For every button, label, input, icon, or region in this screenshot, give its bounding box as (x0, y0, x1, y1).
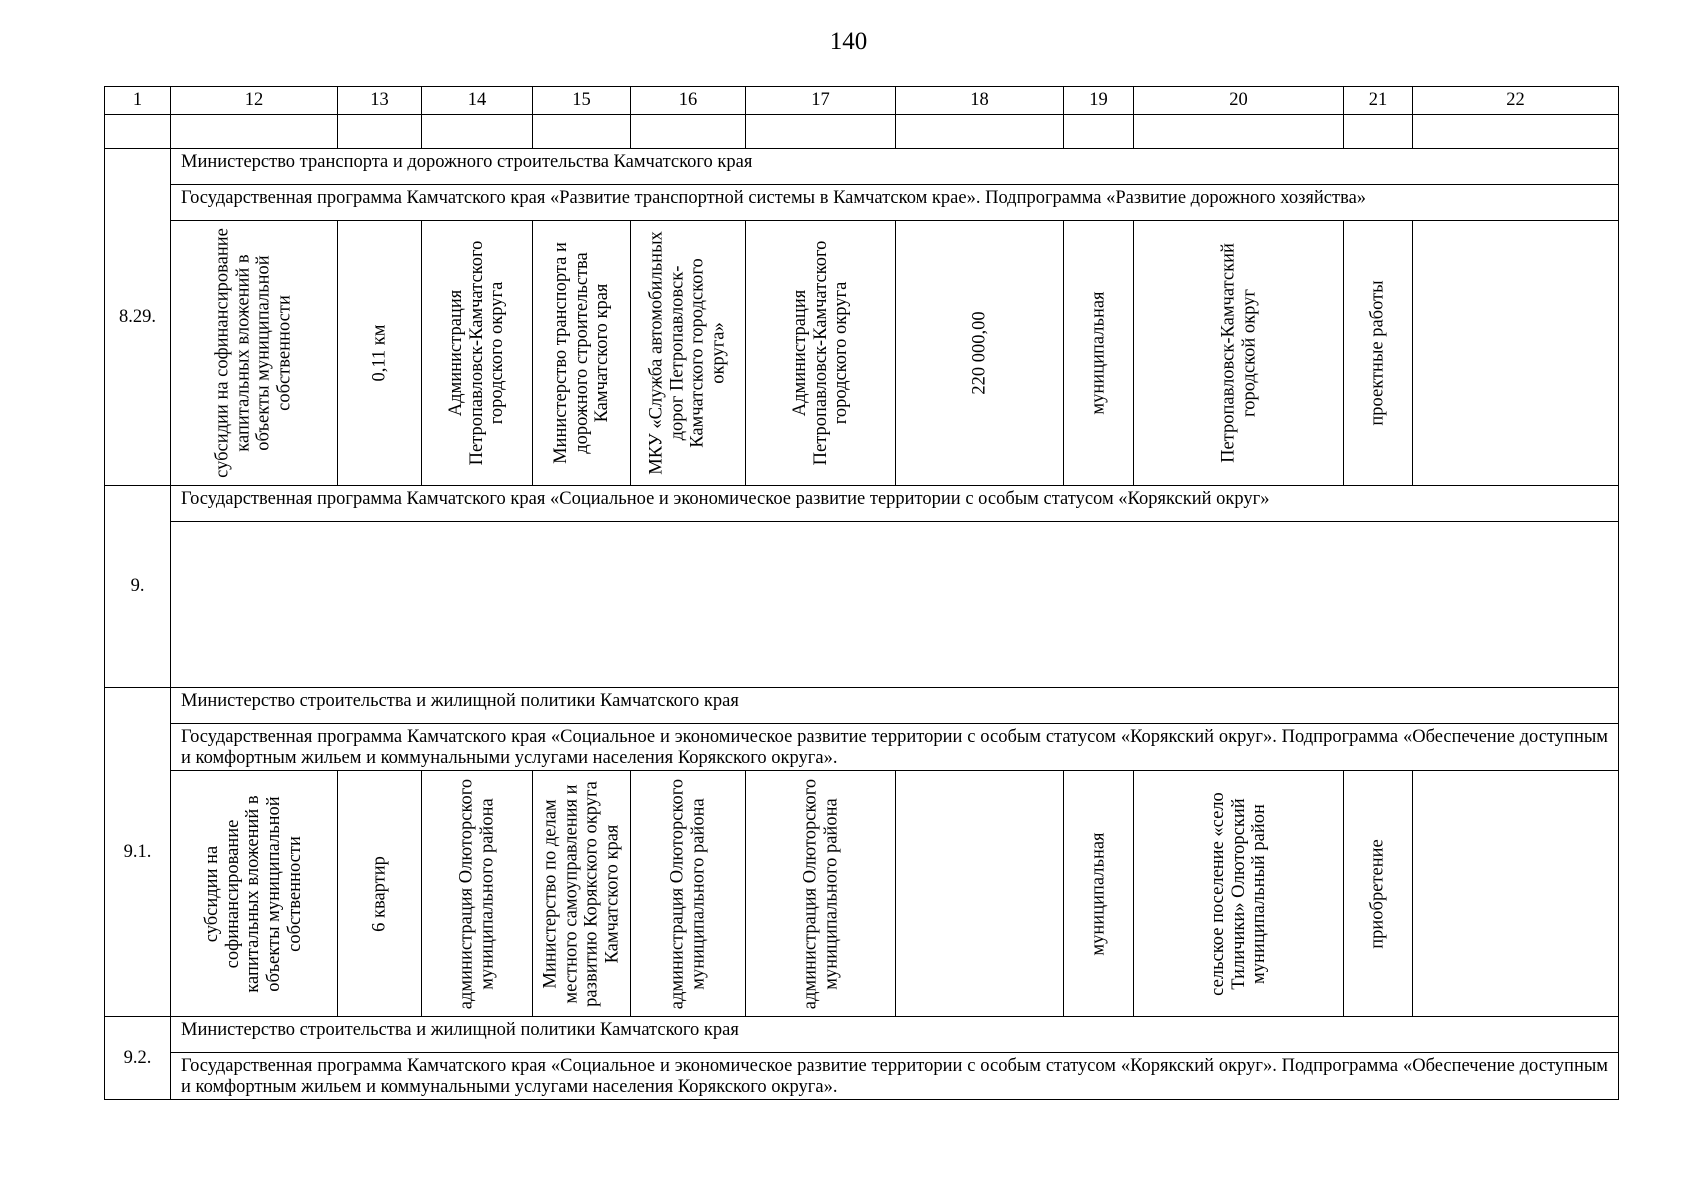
table-cell: Министерство по делам местного самоуправления и развитию Корякского округа Камчатского края (533, 771, 631, 1017)
table-cell: 0,11 км (338, 221, 422, 486)
table-row (105, 724, 1619, 771)
column-header: 17 (746, 87, 896, 115)
column-header: 1 (105, 87, 171, 115)
table-row (105, 149, 1619, 185)
row-number: 9.1. (105, 688, 171, 1017)
column-header: 19 (1064, 87, 1134, 115)
table-row (105, 221, 1619, 486)
row-number: 9. (105, 486, 171, 688)
table-row (105, 486, 1619, 522)
ministry-name: Министерство транспорта и дорожного строительства Камчатского края (171, 149, 1619, 185)
table-cell: МКУ «Служба автомобильных дорог Петропавловск-Камчатского городского округа» (631, 221, 746, 486)
column-header: 12 (171, 87, 338, 115)
table-cell: администрация Олюторского муниципального района (422, 771, 533, 1017)
table-cell: 220 000,00 (896, 221, 1064, 486)
ministry-name: Министерство строительства и жилищной политики Камчатского края (171, 688, 1619, 724)
column-header: 21 (1344, 87, 1413, 115)
blank-row (105, 115, 1619, 149)
table-cell: 6 квартир (338, 771, 422, 1017)
column-header: 13 (338, 87, 422, 115)
data-table (104, 86, 1619, 1100)
table-row (105, 185, 1619, 221)
column-header: 16 (631, 87, 746, 115)
table-cell: проектные работы (1344, 221, 1413, 486)
table-cell: приобретение (1344, 771, 1413, 1017)
empty-cell (171, 522, 1619, 688)
column-header: 20 (1134, 87, 1344, 115)
program-name: Государственная программа Камчатского края «Социальное и экономическое развитие территории с особым статусом «Корякский округ» (171, 486, 1619, 522)
table-cell: Министерство транспорта и дорожного строительства Камчатского края (533, 221, 631, 486)
table-cell: Администрация Петропавловск-Камчатского городского округа (746, 221, 896, 486)
column-header: 14 (422, 87, 533, 115)
column-header-row (105, 87, 1619, 115)
column-header: 15 (533, 87, 631, 115)
table-row (105, 522, 1619, 688)
table-cell (896, 771, 1064, 1017)
table-cell: администрация Олюторского муниципального района (746, 771, 896, 1017)
table-row (105, 1053, 1619, 1100)
column-header: 18 (896, 87, 1064, 115)
row-number: 8.29. (105, 149, 171, 486)
table-cell: сельское поселение «село Тиличики» Олюторский муниципальный район (1134, 771, 1344, 1017)
program-name: Государственная программа Камчатского края «Развитие транспортной системы в Камчатском крае». Подпрограмма «Развитие дорожного хозяйства» (171, 185, 1619, 221)
table-cell: Петропавловск-Камчатский городской округ (1134, 221, 1344, 486)
table-cell: муниципальная (1064, 221, 1134, 486)
column-header: 22 (1413, 87, 1619, 115)
table-cell (1413, 221, 1619, 486)
table-cell: субсидии на софинансирование капитальных вложений в объекты муниципальной собственности (171, 221, 338, 486)
program-name: Государственная программа Камчатского края «Социальное и экономическое развитие территории с особым статусом «Корякский округ». Подпрограмма «Обеспечение доступным и комфортным жильем и коммунальными услугами населения Корякского округа». (171, 1053, 1619, 1100)
program-name: Государственная программа Камчатского края «Социальное и экономическое развитие территории с особым статусом «Корякский округ». Подпрограмма «Обеспечение доступным и комфортным жильем и коммунальными услугами населения Корякского округа». (171, 724, 1619, 771)
table-cell: Администрация Петропавловск-Камчатского городского округа (422, 221, 533, 486)
table-cell: администрация Олюторского муниципального района (631, 771, 746, 1017)
table-cell: субсидии на софинансирование капитальных вложений в объекты муниципальной собственности (171, 771, 338, 1017)
table-cell: муниципальная (1064, 771, 1134, 1017)
table-row (105, 771, 1619, 1017)
table-row (105, 1017, 1619, 1053)
row-number: 9.2. (105, 1017, 171, 1100)
page-number: 140 (829, 28, 868, 55)
ministry-name: Министерство строительства и жилищной политики Камчатского края (171, 1017, 1619, 1053)
table-row (105, 688, 1619, 724)
table-cell (1413, 771, 1619, 1017)
